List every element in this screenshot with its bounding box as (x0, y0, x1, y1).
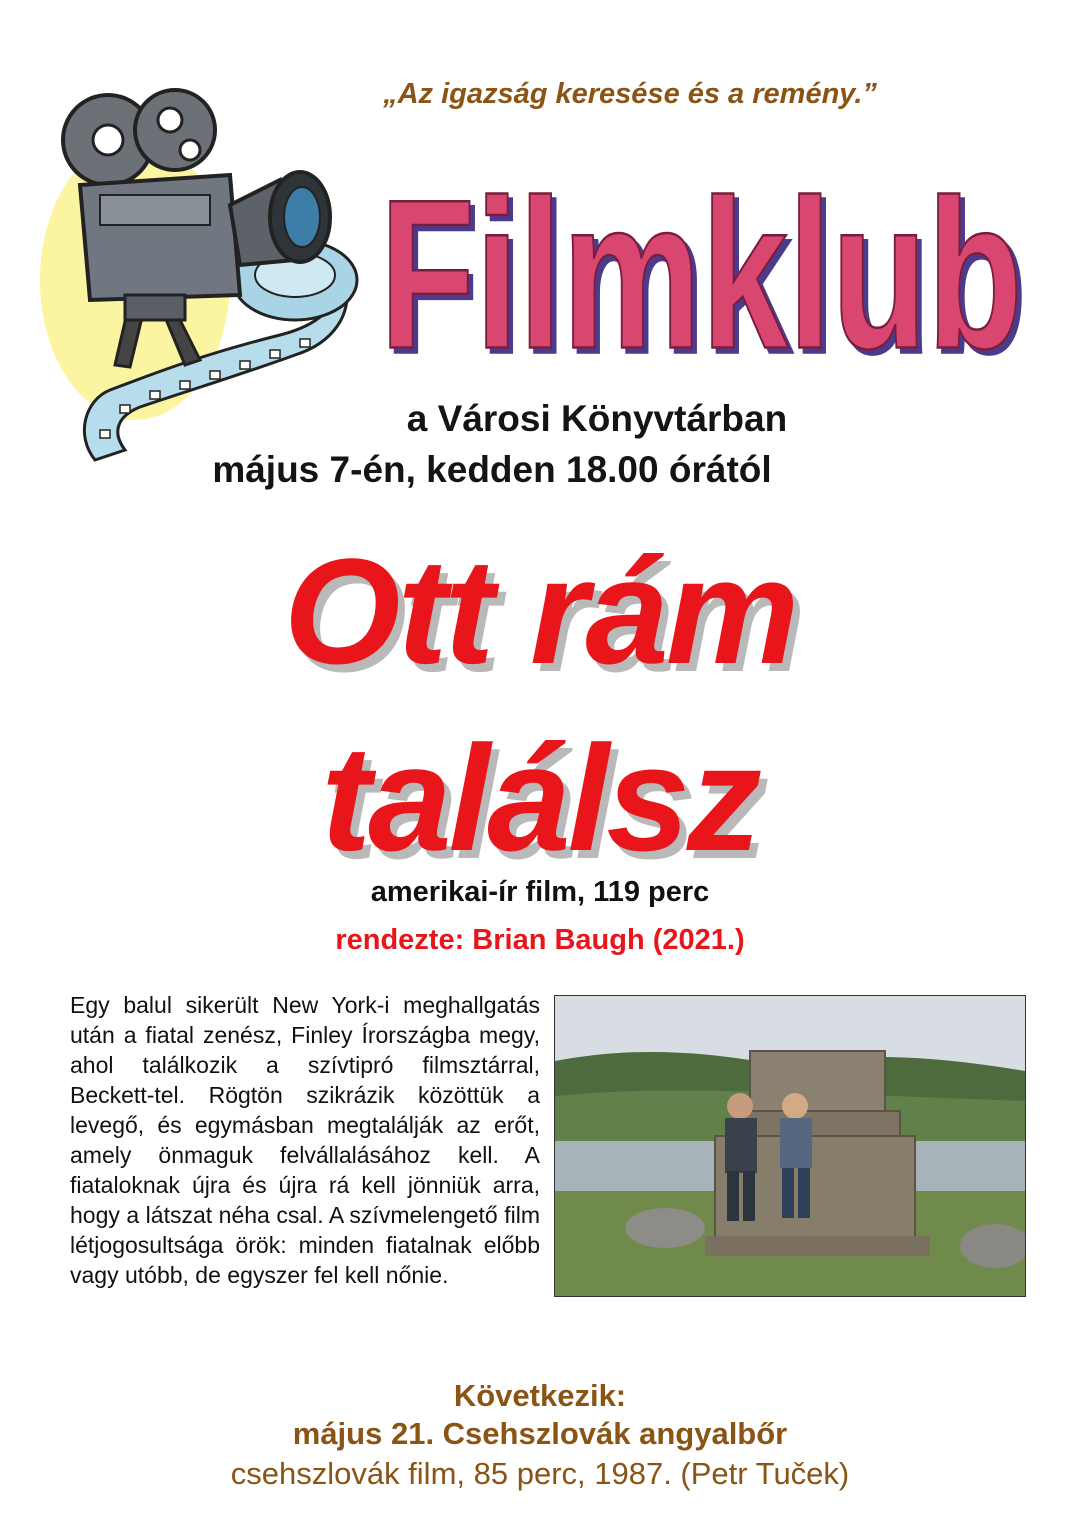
venue: a Városi Könyvtárban (406, 398, 788, 439)
film-synopsis: Egy balul sikerült New York-i meghallgatás után a fiatal zenész, Finley Írországba megy, ahol találkozik a szívtipró filmsztárral, Beckett-tel. Rögtön szikrázik közöttük a levegő, és egymásban megtalálják az erőt, amely önmaguk felvállalásához kell. A fiataloknak újra és újra rá kell jönniük arra, hogy a látszat néha csal. A szívmelengető film létjogosultsága örök: minden fiatalnak előbb vagy utóbb, de egyszer fel kell nőnie. (70, 992, 540, 1288)
filmklub-wordmark (370, 120, 1030, 400)
event-datetime: május 7-én, kedden 18.00 órától (212, 449, 772, 490)
film-title-line1: Ott rám (283, 527, 797, 695)
next-screening-label: Következik: (453, 1378, 627, 1413)
film-title-line2: találsz (321, 714, 759, 882)
movie-still-image (554, 995, 1026, 1297)
motto: „Az igazság keresése és a remény.” (383, 78, 877, 110)
film-director: rendezte: Brian Baugh (2021.) (335, 924, 745, 956)
next-screening-title: május 21. Csehszlovák angyalbőr (292, 1416, 788, 1451)
brand-title: Filmklub (379, 155, 1023, 394)
film-origin: amerikai-ír film, 119 perc (370, 876, 710, 908)
next-screening-details: csehszlovák film, 85 perc, 1987. (Petr Tuček) (230, 1456, 850, 1491)
